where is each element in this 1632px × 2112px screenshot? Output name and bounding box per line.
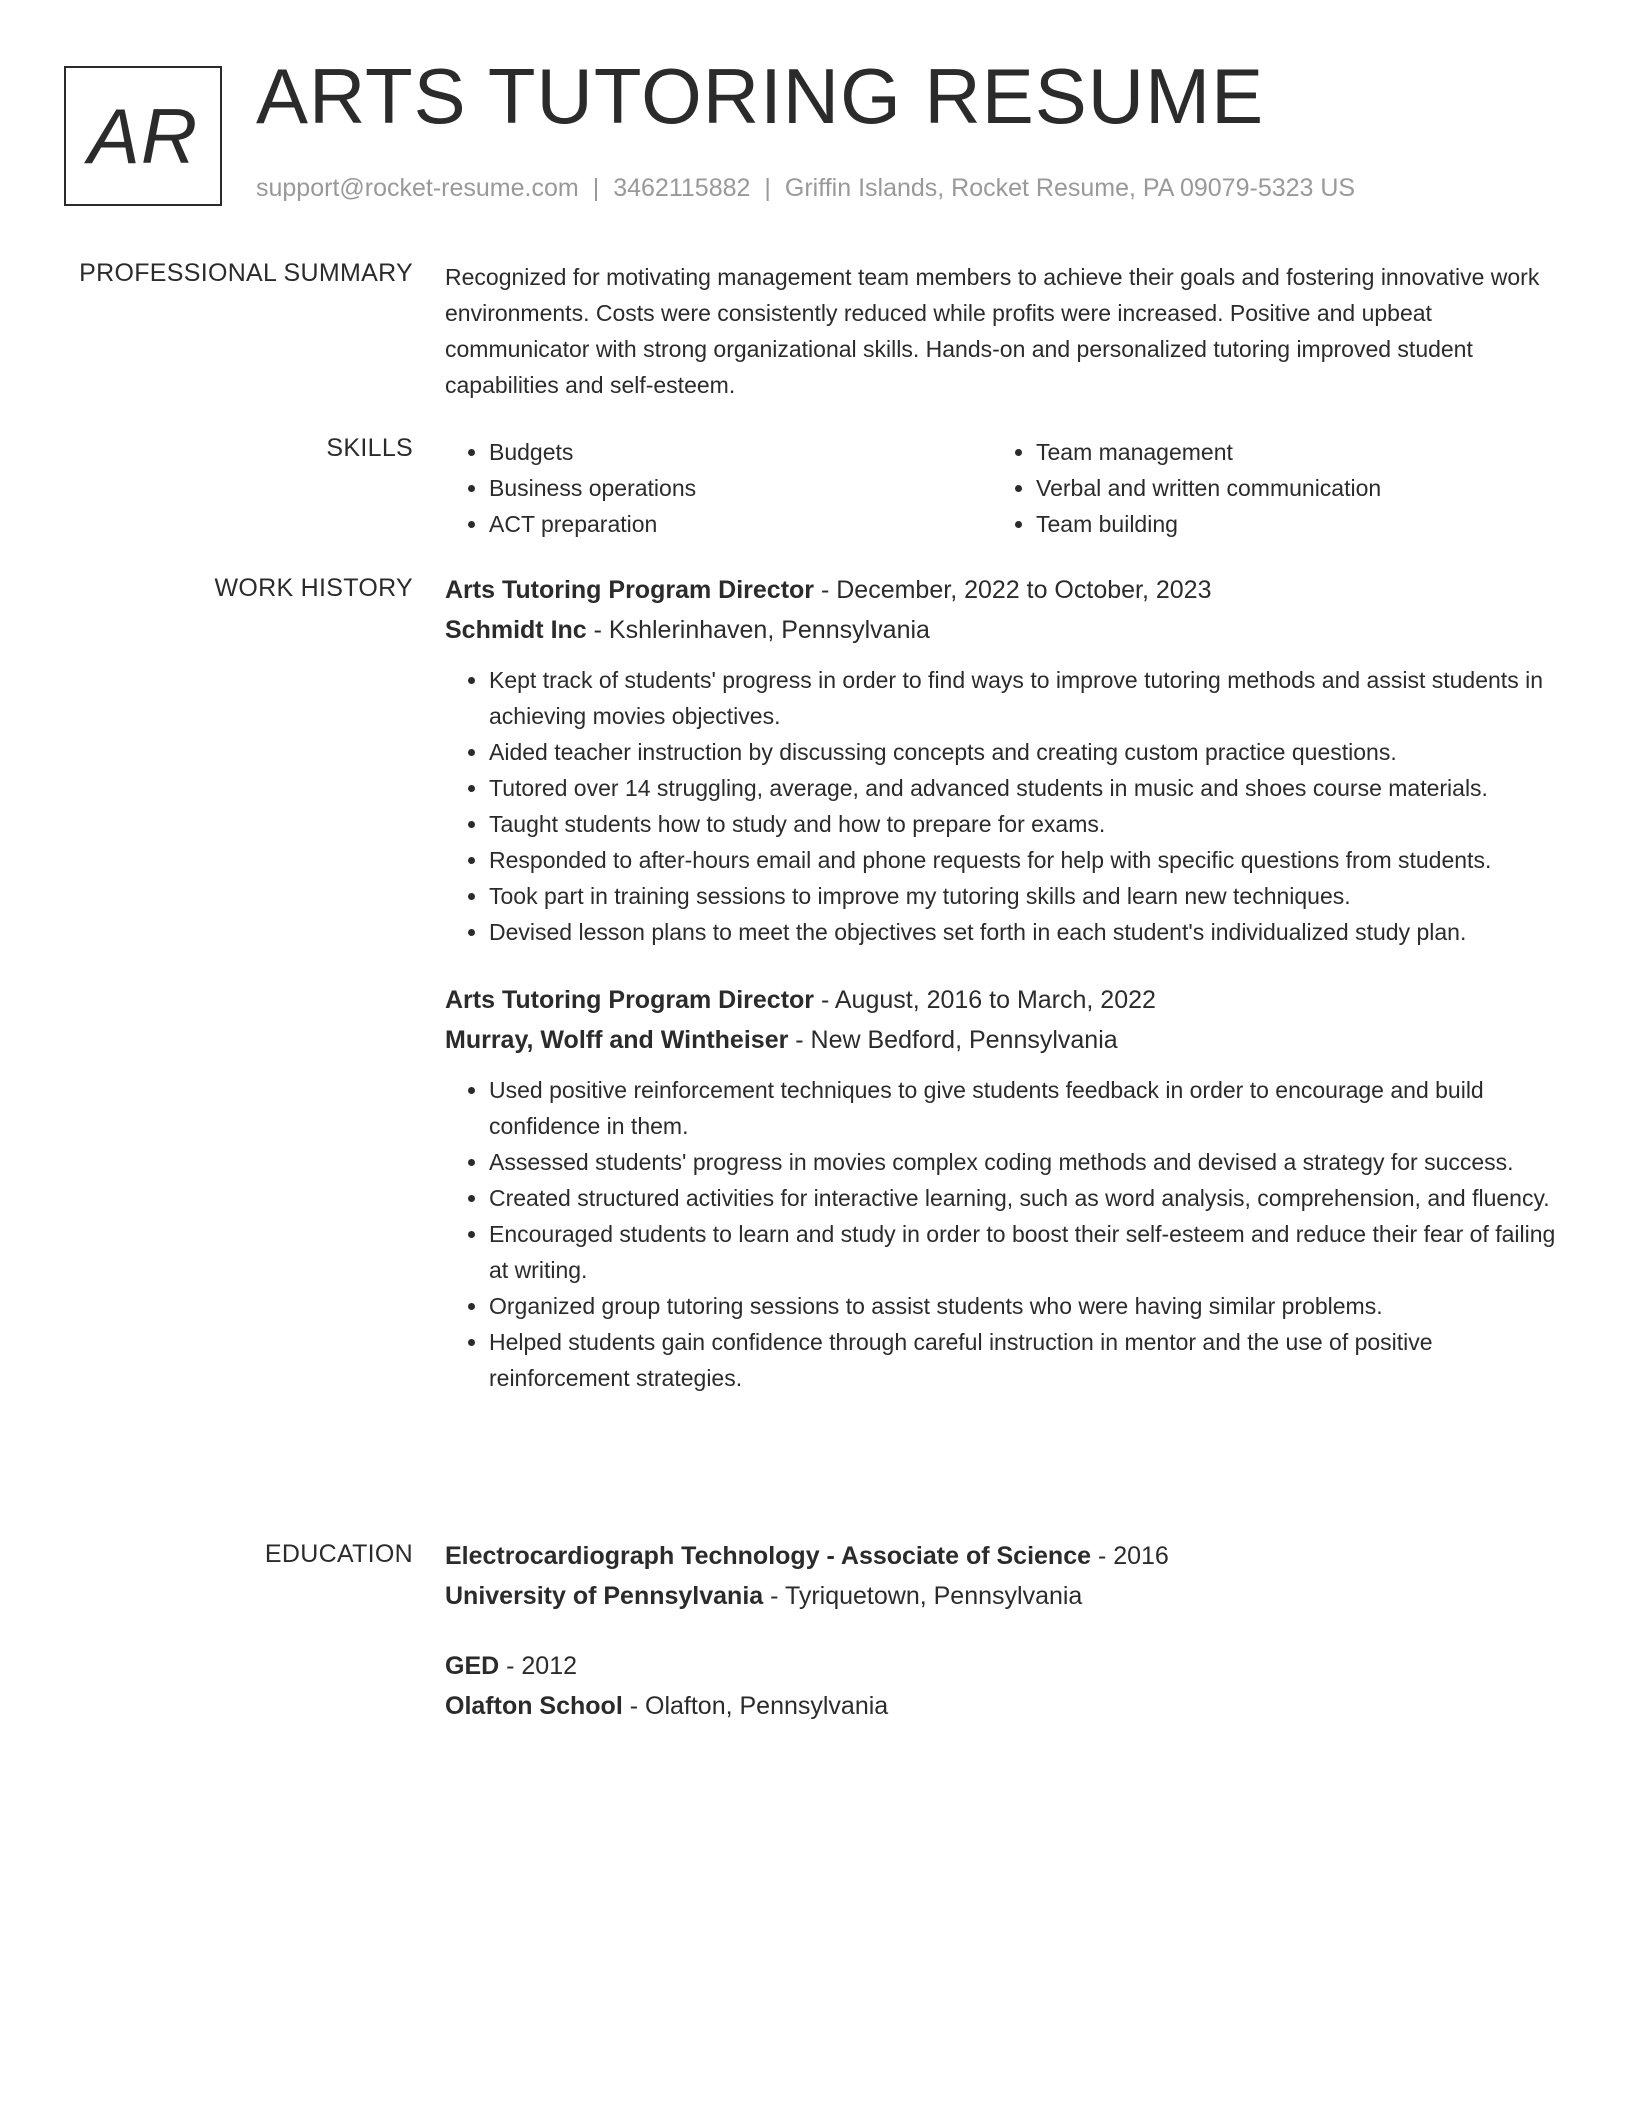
summary-heading: PROFESSIONAL SUMMARY <box>79 259 413 287</box>
duty-item: • Took part in training sessions to improve my tutoring skills and learn new techniques. <box>489 878 1560 914</box>
job-entry <box>445 980 1560 1396</box>
contact-separator: | <box>592 174 600 202</box>
skill-item: • Verbal and written communication <box>1036 470 1539 506</box>
contact-line <box>256 174 1355 203</box>
skill-item: • Team management <box>1036 434 1539 470</box>
job-entry <box>445 570 1560 950</box>
job-company: Schmidt Inc <box>445 616 587 644</box>
contact-phone: 3462115882 <box>613 174 751 202</box>
skill-item: • Budgets <box>489 434 992 470</box>
duty-item: • Organized group tutoring sessions to assist students who were having similar problems. <box>489 1288 1560 1324</box>
job-title: Arts Tutoring Program Director <box>445 576 815 604</box>
duty-item: • Tutored over 14 struggling, average, and advanced students in music and shoes course materials. <box>489 770 1560 806</box>
contact-address: Griffin Islands, Rocket Resume, PA 09079-5323 US <box>784 174 1356 202</box>
degree-year: - 2012 <box>499 1652 578 1680</box>
job-dates: - December, 2022 to October, 2023 <box>814 576 1212 604</box>
contact-separator: | <box>764 174 771 202</box>
job-dates: - August, 2016 to March, 2022 <box>814 986 1156 1014</box>
work-history-heading: WORK HISTORY <box>214 574 413 602</box>
degree-name: GED <box>445 1652 500 1680</box>
duty-item: • Helped students gain confidence through careful instruction in mentor and the use of positive reinforcement strategies. <box>489 1324 1560 1396</box>
job-location: - New Bedford, Pennsylvania <box>788 1026 1118 1054</box>
work-history-body <box>445 570 1560 1396</box>
education-entry <box>445 1646 1560 1726</box>
job-location: - Kshlerinhaven, Pennsylvania <box>586 616 930 644</box>
degree-year: - 2016 <box>1091 1542 1169 1570</box>
degree-line <box>445 1536 1560 1576</box>
skill-item: • Team building <box>1036 506 1539 542</box>
duty-item: • Created structured activities for interactive learning, such as word analysis, comprehension, and fluency. <box>489 1180 1560 1216</box>
skill-item: • Business operations <box>489 470 992 506</box>
duty-item: • Devised lesson plans to meet the objectives set forth in each student's individualized study plan. <box>489 914 1560 950</box>
school-line <box>445 1576 1560 1616</box>
skills-heading: SKILLS <box>326 434 413 462</box>
job-duties <box>445 1072 1560 1396</box>
contact-email: support@rocket-resume.com <box>256 174 579 202</box>
resume-title: ARTS TUTORING RESUME <box>256 52 1265 140</box>
summary-text: Recognized for motivating management team members to achieve their goals and fostering innovative work environments. Costs were consistently reduced while profits were increased. Positive and upbeat communicator with strong organizational skills. Hands-on and personalized tutoring improved student capabilities and self-esteem. <box>445 264 1540 398</box>
duty-item: • Encouraged students to learn and study in order to boost their self-esteem and reduce their fear of failing at writing. <box>489 1216 1560 1288</box>
summary-body <box>445 259 1560 403</box>
education-body <box>445 1536 1560 1726</box>
school-name: University of Pennsylvania <box>445 1582 764 1610</box>
skill-item: • ACT preparation <box>489 506 992 542</box>
school-location: - Olafton, Pennsylvania <box>622 1692 889 1720</box>
degree-line <box>445 1646 1560 1686</box>
duty-item: • Aided teacher instruction by discussing concepts and creating custom practice questions. <box>489 734 1560 770</box>
education-heading: EDUCATION <box>264 1540 413 1568</box>
job-title: Arts Tutoring Program Director <box>445 986 815 1014</box>
duty-item: • Taught students how to study and how to prepare for exams. <box>489 806 1560 842</box>
school-name: Olafton School <box>445 1692 623 1720</box>
skills-column-1 <box>445 434 992 542</box>
job-title-line <box>445 980 1560 1020</box>
education-entry <box>445 1536 1560 1616</box>
job-company: Murray, Wolff and Wintheiser <box>445 1026 789 1054</box>
duty-item: • Assessed students' progress in movies complex coding methods and devised a strategy for success. <box>489 1144 1560 1180</box>
skills-list <box>445 434 1560 542</box>
duty-item: • Responded to after-hours email and phone requests for help with specific questions from students. <box>489 842 1560 878</box>
job-duties <box>445 662 1560 950</box>
skills-column-2 <box>992 434 1539 542</box>
duty-item: • Kept track of students' progress in order to find ways to improve tutoring methods and assist students in achieving movies objectives. <box>489 662 1560 734</box>
school-location: - Tyriquetown, Pennsylvania <box>763 1582 1083 1610</box>
job-title-line <box>445 570 1560 610</box>
degree-name: Electrocardiograph Technology - Associate of Science <box>445 1542 1091 1570</box>
job-company-line <box>445 610 1560 650</box>
school-line <box>445 1686 1560 1726</box>
job-company-line <box>445 1020 1560 1060</box>
monogram-logo: AR <box>64 66 222 206</box>
duty-item: • Used positive reinforcement techniques to give students feedback in order to encourage and build confidence in them. <box>489 1072 1560 1144</box>
